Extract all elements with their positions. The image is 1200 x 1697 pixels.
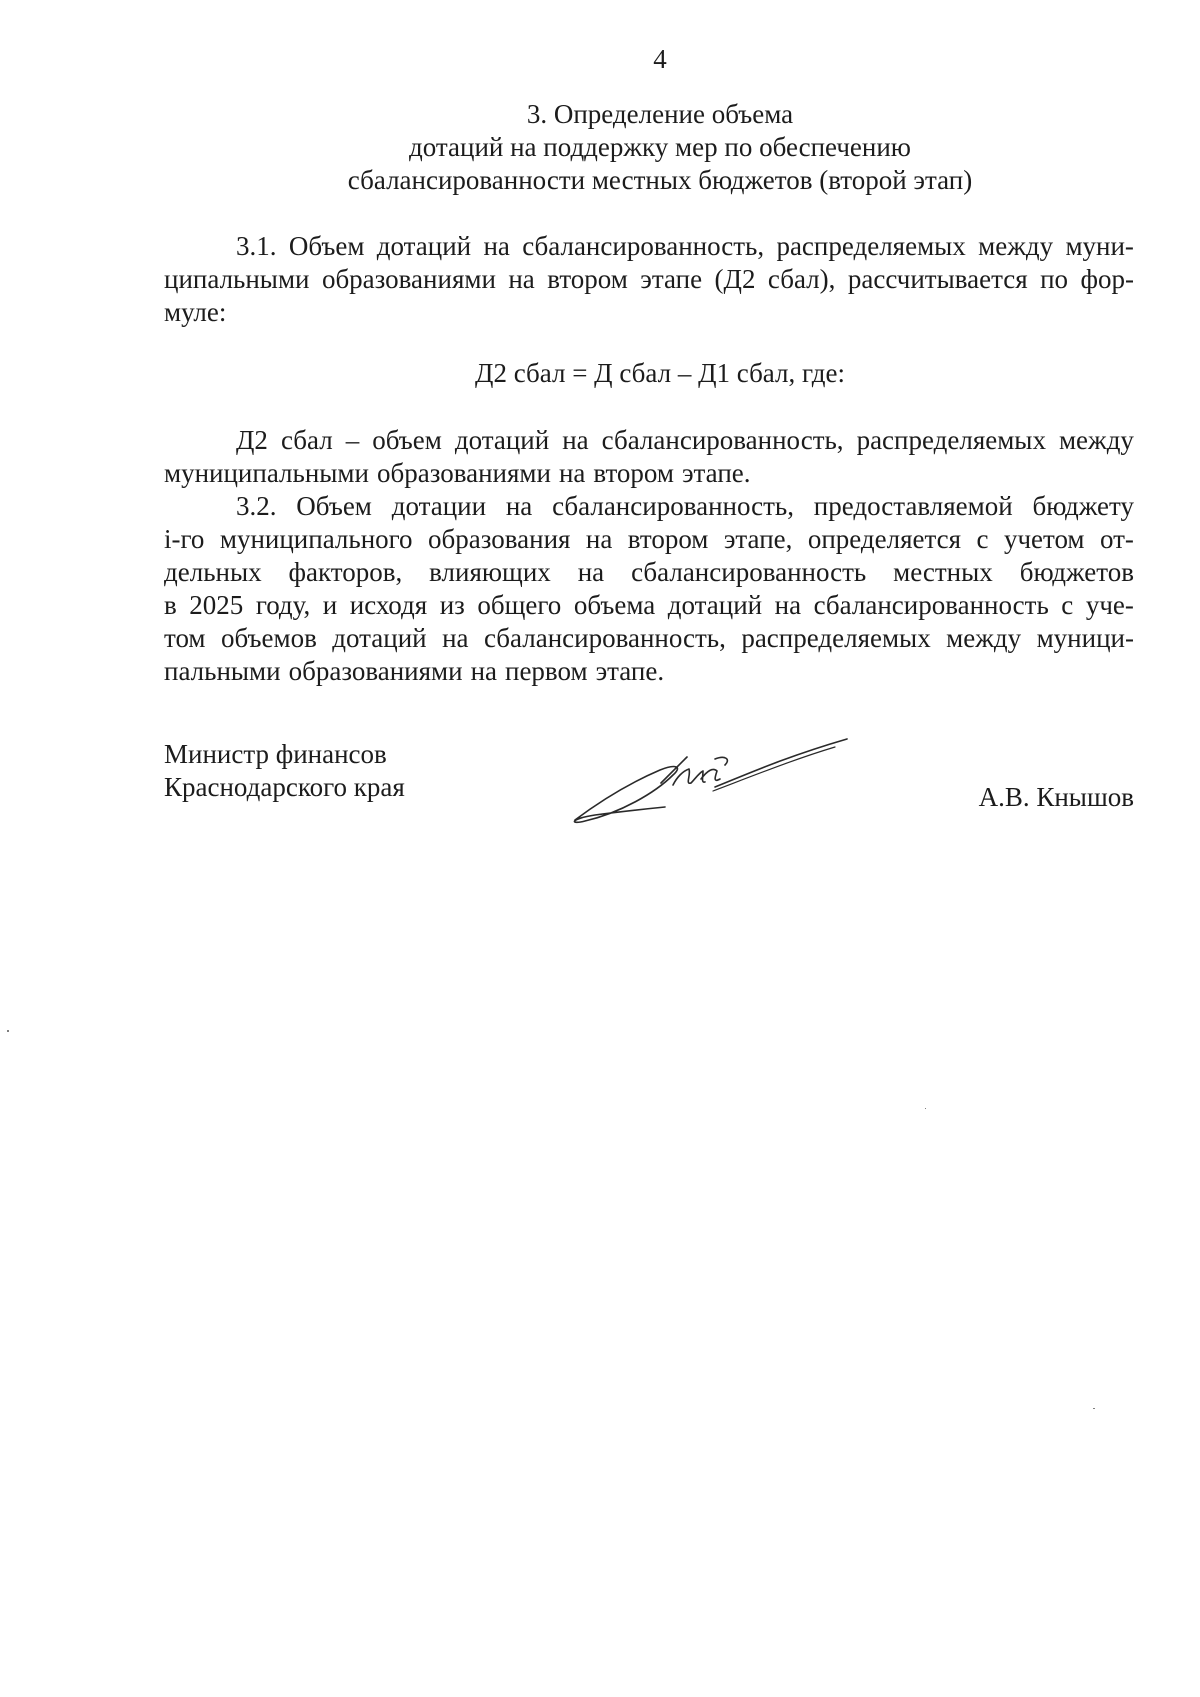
word: образования bbox=[428, 524, 571, 554]
word: ципальными bbox=[164, 264, 310, 294]
paragraph-line bbox=[164, 490, 1134, 523]
word: дотаций bbox=[376, 231, 472, 261]
paragraph-3-2 bbox=[164, 490, 1134, 688]
paragraph-line bbox=[164, 589, 1134, 622]
word: сбалансированность bbox=[631, 557, 867, 587]
word: втором bbox=[627, 524, 709, 554]
section-title-line: 3. Определение объема bbox=[526, 99, 794, 129]
scan-speck bbox=[1093, 1408, 1095, 1409]
word: муниципального bbox=[219, 524, 413, 554]
word: Объем bbox=[288, 231, 365, 261]
word: распределяемых bbox=[776, 231, 966, 261]
paragraph-line bbox=[164, 556, 1134, 589]
paragraph-line bbox=[164, 296, 1134, 329]
word: Д2 bbox=[236, 425, 268, 455]
word: бюджету bbox=[1032, 491, 1134, 521]
word: от- bbox=[1099, 524, 1134, 554]
word: на bbox=[562, 425, 589, 455]
paragraph-line bbox=[164, 655, 1134, 688]
word: сбалансированность, bbox=[522, 231, 765, 261]
word: с bbox=[976, 524, 989, 554]
word: сбалансированность, bbox=[483, 623, 726, 653]
word: – bbox=[345, 425, 360, 455]
word: между bbox=[978, 231, 1054, 261]
formula: Д2 сбал = Д сбал – Д1 сбал, где: bbox=[475, 358, 845, 388]
word: на bbox=[505, 491, 533, 521]
word: учетом bbox=[1003, 524, 1085, 554]
definition-paragraph bbox=[164, 424, 1134, 490]
word: 2025 bbox=[189, 590, 244, 620]
word: распределяемых bbox=[856, 425, 1046, 455]
word: на bbox=[508, 264, 535, 294]
word: и bbox=[322, 590, 338, 620]
word: определяется bbox=[807, 524, 962, 554]
word: i-го bbox=[164, 524, 205, 554]
word: 3.2. bbox=[236, 491, 277, 521]
word: дотации bbox=[391, 491, 487, 521]
word: муни- bbox=[1065, 231, 1134, 261]
word: образованиями bbox=[376, 458, 551, 488]
word: объема bbox=[573, 590, 656, 620]
word: том bbox=[164, 623, 206, 653]
word: между bbox=[946, 623, 1022, 653]
word: с bbox=[1061, 590, 1074, 620]
word: на bbox=[558, 458, 586, 488]
scan-speck bbox=[7, 1030, 9, 1032]
word: муници- bbox=[1036, 623, 1134, 653]
word: 3.1. bbox=[236, 231, 277, 261]
signatory-position-line: Министр финансов bbox=[164, 739, 387, 769]
word: на bbox=[774, 590, 802, 620]
word: первом bbox=[505, 656, 588, 686]
signatory-position-line: Краснодарского края bbox=[164, 772, 405, 802]
word: втором bbox=[593, 458, 674, 488]
word: этапе bbox=[640, 264, 703, 294]
paragraph-line bbox=[164, 523, 1134, 556]
word: муниципальными bbox=[164, 458, 369, 488]
word: по bbox=[1040, 264, 1069, 294]
word: этапе. bbox=[595, 656, 665, 686]
word: на bbox=[470, 656, 497, 686]
word: сбалансированность bbox=[813, 590, 1049, 620]
handwritten-signature bbox=[565, 735, 850, 830]
word: влияющих bbox=[429, 557, 551, 587]
section-title bbox=[0, 98, 1200, 197]
word: сбалансированность, bbox=[552, 491, 794, 521]
word: сбал bbox=[280, 425, 333, 455]
word: (Д2 bbox=[714, 264, 756, 294]
word: втором bbox=[547, 264, 628, 294]
word: образованиями bbox=[288, 656, 463, 686]
word: факторов, bbox=[288, 557, 403, 587]
paragraph-line bbox=[164, 622, 1134, 655]
word: общего bbox=[477, 590, 562, 620]
word: Объем bbox=[296, 491, 372, 521]
paragraph-line bbox=[164, 230, 1134, 263]
word: дотаций bbox=[332, 623, 427, 653]
section-title-line: дотаций на поддержку мер по обеспечению bbox=[409, 132, 911, 162]
word: исходя bbox=[349, 590, 428, 620]
word: уче- bbox=[1085, 590, 1134, 620]
word: распределяемых bbox=[741, 623, 931, 653]
word: фор- bbox=[1080, 264, 1134, 294]
paragraph-line bbox=[164, 263, 1134, 296]
page-number: 4 bbox=[653, 44, 667, 74]
word: на bbox=[585, 524, 613, 554]
word: бюджетов bbox=[1019, 557, 1134, 587]
word: местных bbox=[893, 557, 993, 587]
word: из bbox=[439, 590, 465, 620]
word: предоставляемой bbox=[813, 491, 1013, 521]
word: в bbox=[164, 590, 177, 620]
signatory-name: А.В. Кнышов bbox=[978, 782, 1134, 812]
word: сбал), bbox=[767, 264, 836, 294]
paragraph-3-1 bbox=[164, 230, 1134, 329]
word: на bbox=[442, 623, 469, 653]
word: на bbox=[483, 231, 510, 261]
section-title-line: сбалансированности местных бюджетов (второй этап) bbox=[347, 165, 973, 195]
word: объем bbox=[372, 425, 442, 455]
word: муле: bbox=[164, 297, 227, 327]
paragraph-line bbox=[164, 424, 1134, 457]
word: дотаций bbox=[667, 590, 763, 620]
word: этапе. bbox=[681, 458, 751, 488]
paragraph-line bbox=[164, 457, 1134, 490]
word: этапе, bbox=[723, 524, 793, 554]
word: на bbox=[577, 557, 605, 587]
word: пальными bbox=[164, 656, 281, 686]
word: образованиями bbox=[321, 264, 496, 294]
scan-speck bbox=[925, 1108, 926, 1109]
word: между bbox=[1058, 425, 1134, 455]
word: дотаций bbox=[454, 425, 550, 455]
word: объемов bbox=[220, 623, 317, 653]
signatory-position bbox=[164, 738, 405, 804]
word: рассчитывается bbox=[847, 264, 1028, 294]
word: сбалансированность, bbox=[601, 425, 844, 455]
word: году, bbox=[255, 590, 311, 620]
word: дельных bbox=[164, 557, 262, 587]
